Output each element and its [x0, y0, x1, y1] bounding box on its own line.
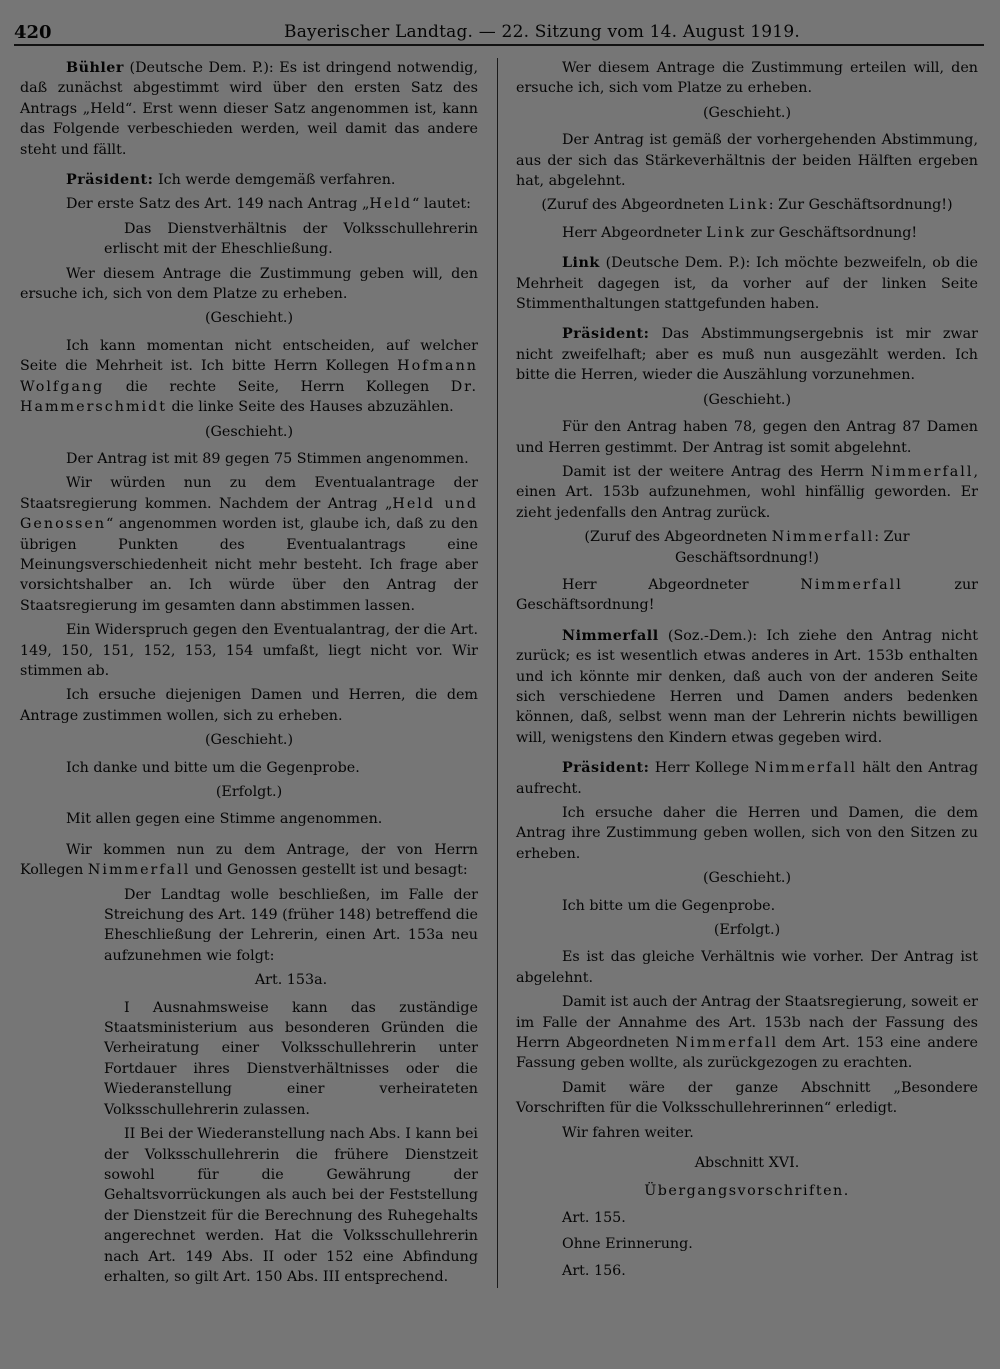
article-heading: Art. 155.: [562, 1209, 626, 1226]
speaker-name: Nimmerfall: [562, 627, 659, 644]
text-segment: “ lautet:: [412, 196, 471, 213]
paragraph: [20, 58, 478, 160]
right-column: [516, 58, 978, 1287]
paragraph: [516, 462, 978, 523]
quoted-text: II Bei der Wiederanstellung nach Abs. I kann bei der Volksschullehrerin die frühere Dienstzeit sowohl für die Gewährung der Gehaltsvorrückungen als auch bei der Feststellung der Dienstzeit für die Berechnung des Ruhegehalts angerechnet werden. Hat die Volksschullehrerin nach Art. 149 Abs. II oder 152 eine Abfindung erhalten, so gilt Art. 150 Abs. III entsprechend.: [104, 1126, 478, 1285]
person-name: Nimmerfall: [871, 463, 974, 480]
column-divider: [497, 58, 498, 1288]
speaker-name: Link: [562, 255, 600, 272]
paragraph: [516, 253, 978, 314]
paragraph: Wer diesem Antrage die Zustimmung erteilen will, den ersuche ich, sich vom Platze zu erheben.: [516, 60, 978, 97]
text-segment: Damit ist auch der Antrag der Staatsregierung, soweit er im Falle der Annahme des Art. 153b nach der Fassung des Herrn Abgeordneten: [516, 994, 978, 1052]
text-segment: : Zur Geschäftsordnung!): [768, 197, 953, 214]
paragraph: Für den Antrag haben 78, gegen den Antrag 87 Damen und Herren gestimmt. Der Antrag ist somit abgelehnt.: [516, 419, 978, 456]
paragraph: Der Antrag ist mit 89 gegen 75 Stimmen angenommen.: [66, 450, 469, 467]
paragraph: [516, 626, 978, 748]
paragraph: [516, 758, 978, 799]
paragraph: [516, 324, 978, 385]
paragraph: [20, 336, 478, 418]
interjection: [516, 195, 978, 215]
procedural-note: (Erfolgt.): [713, 922, 781, 939]
speech-text: (Deutsche Dem. P.): Ich möchte bezweifeln, ob die Mehrheit dagegen ist, da vorher auf der linken Seite Stimmenthaltungen stattgefunden haben.: [516, 255, 978, 313]
procedural-note: (Geschieht.): [204, 732, 294, 749]
section-title: Übergangsvorschriften.: [644, 1182, 850, 1199]
text-segment: “ angenommen worden ist, glaube ich, daß zu den übrigen Punkten des Eventualantrags eine Meinungsverschiedenheit nicht mehr besteht. Ich frage aber vorsichtshalber an. Ich würde über den Antrag der Staatsregierung im gesamten dann abstimmen lassen.: [20, 516, 478, 614]
text-segment: zur Geschäftsordnung!: [516, 576, 978, 614]
paragraph: [516, 992, 978, 1074]
text-segment: Ich kann momentan nicht entscheiden, auf welcher Seite die Mehrheit ist. Ich bitte Herrn Kollegen: [20, 337, 478, 375]
person-name: Dr. Hammerschmidt: [20, 378, 478, 416]
paragraph: Damit wäre der ganze Abschnitt „Besondere Vorschriften für die Volksschullehrerinnen“ erledigt.: [516, 1079, 978, 1117]
text-segment: Wir kommen nun zu dem Antrage, der von Herrn Kollegen: [20, 841, 478, 879]
article-note: Ohne Erinnerung.: [562, 1236, 693, 1253]
paragraph: Mit allen gegen eine Stimme angenommen.: [66, 811, 383, 828]
left-column: [20, 58, 478, 1291]
article-heading: Art. 153a.: [254, 972, 328, 989]
page-number: 420: [14, 22, 52, 43]
procedural-note: (Geschieht.): [702, 104, 792, 121]
text-segment: Der erste Satz des Art. 149 nach Antrag „: [66, 196, 370, 213]
procedural-note: (Geschieht.): [204, 423, 294, 440]
paragraph: [20, 170, 478, 190]
paragraph: [20, 473, 478, 616]
person-name: Link: [706, 224, 747, 241]
text-segment: und Genossen gestellt ist und besagt:: [190, 862, 468, 879]
person-name: Nimmerfall: [771, 529, 875, 546]
quoted-text: Das Dienstverhältnis der Volksschullehrerin erlischt mit der Eheschließung.: [104, 220, 478, 258]
speaker-name: Präsident:: [66, 172, 154, 189]
quoted-text: Der Landtag wolle beschließen, im Falle der Streichung des Art. 149 (früher 148) betreffend die Eheschließung der Lehrerin, einen Art. 153a neu aufzunehmen wie folgt:: [104, 886, 478, 964]
speaker-name: Präsident:: [562, 760, 650, 777]
text-segment: Herr Abgeordneter: [562, 224, 707, 241]
paragraph: Ich ersuche diejenigen Damen und Herren, die dem Antrage zustimmen wollen, sich zu erheben.: [20, 687, 478, 724]
speaker-name: Präsident:: [562, 326, 650, 343]
person-name: Nimmerfall: [800, 576, 903, 593]
running-title: Bayerischer Landtag. — 22. Sitzung vom 14. August 1919.: [284, 22, 800, 42]
text-segment: Wir würden nun zu dem Eventualantrage der Staatsregierung kommen. Nachdem der Antrag „: [20, 475, 478, 512]
article-heading: Art. 156.: [562, 1262, 626, 1279]
paragraph: Wir fahren weiter.: [562, 1124, 694, 1141]
page-header: [14, 20, 984, 46]
person-name: Held und Genossen: [20, 495, 479, 533]
procedural-note: (Geschieht.): [702, 870, 792, 887]
procedural-note: (Erfolgt.): [215, 784, 283, 800]
person-name: Nimmerfall: [754, 760, 857, 777]
speech-text: Das Abstimmungsergebnis ist mir zwar nicht zweifelhaft; aber es muß nun ausgezählt werden. Ich bitte die Herren, wieder die Auszählung vorzunehmen.: [516, 326, 978, 384]
text-segment: die linke Seite des Hauses abzuzählen.: [166, 399, 454, 416]
person-name: Link: [728, 197, 769, 214]
paragraph: Es ist das gleiche Verhältnis wie vorher. Der Antrag ist abgelehnt.: [516, 949, 978, 986]
paragraph: [20, 194, 478, 214]
paragraph: [516, 223, 978, 243]
person-name: Nimmerfall: [87, 862, 191, 879]
text-segment: (Zuruf des Abgeordneten: [584, 529, 772, 546]
paragraph: Ich danke und bitte um die Gegenprobe.: [66, 759, 360, 776]
procedural-note: (Geschieht.): [702, 391, 792, 408]
person-name: Held: [369, 196, 413, 213]
paragraph: [516, 575, 978, 616]
text-segment: die rechte Seite, Herrn Kollegen: [104, 378, 451, 395]
paragraph: [20, 840, 478, 881]
person-name: Nimmerfall: [675, 1035, 779, 1052]
paragraph: Ein Widerspruch gegen den Eventualantrag, der die Art. 149, 150, 151, 152, 153, 154 umfaßt, liegt nicht vor. Wir stimmen ab.: [20, 622, 478, 679]
paragraph: Wer diesem Antrage die Zustimmung geben will, den ersuche ich, sich von dem Platze zu erheben.: [20, 265, 478, 303]
speaker-name: Bühler: [66, 60, 124, 76]
interjection: [516, 527, 978, 568]
paragraph: Ich ersuche daher die Herren und Damen, die dem Antrag ihre Zustimmung geben wollen, sich von den Sitzen zu erheben.: [516, 805, 978, 862]
paragraph: Ich bitte um die Gegenprobe.: [562, 897, 776, 914]
text-segment: (Zuruf des Abgeordneten: [541, 197, 729, 214]
text-segment: Damit ist der weitere Antrag des Herrn: [562, 463, 871, 480]
paragraph: Der Antrag ist gemäß der vorhergehenden Abstimmung, aus der sich das Stärkeverhältnis der beiden Hälften ergeben hat, abgelehnt.: [516, 132, 978, 190]
text-segment: zur Geschäftsordnung!: [746, 224, 918, 241]
speech-text: Ich werde demgemäß verfahren.: [153, 172, 396, 189]
text-segment: Herr Abgeordneter: [562, 576, 801, 593]
text-segment: : Zur Geschäftsordnung!): [674, 529, 910, 566]
section-heading: Abschnitt XVI.: [694, 1155, 800, 1172]
quoted-text: I Ausnahmsweise kann das zuständige Staatsministerium aus besonderen Gründen die Verheiratung einer Volksschullehrerin unter Fortdauer ihres Dienstverhältnisses oder die Wiederanstellung einer verheirateten Volksschullehrerin zulassen.: [104, 999, 478, 1118]
person-name: Hofmann Wolfgang: [20, 358, 478, 395]
speech-text: (Soz.-Dem.): Ich ziehe den Antrag nicht zurück; es ist wesentlich etwas anderes in Art. 153b enthalten und ich könnte mir denken, daß auch von der anderen Seite sich verschiedene Herren und Damen anders bedenken können, daß, selbst wenn man der Lehrerin nichts bewilligen will, wenigstens den Kindern etwas gegeben wird.: [516, 627, 978, 746]
text-segment: , einen Art. 153b aufzunehmen, wohl hinfällig geworden. Er zieht jedenfalls den Antrag zurück.: [516, 463, 978, 521]
procedural-note: (Geschieht.): [204, 310, 294, 327]
speech-text: (Deutsche Dem. P.): Es ist dringend notwendig, daß zunächst abgestimmt wird über den ersten Satz des Antrags „Held“. Erst wenn dieser Satz angenommen ist, kann das Folgende verbeschieden werden, weil damit das andere steht und fällt.: [20, 60, 478, 158]
text-segment: hält den Antrag aufrecht.: [516, 760, 979, 797]
text-segment: Herr Kollege: [649, 760, 755, 777]
text-segment: dem Art. 153 eine andere Fassung geben wollte, als zurückgezogen zu erachten.: [516, 1035, 978, 1072]
